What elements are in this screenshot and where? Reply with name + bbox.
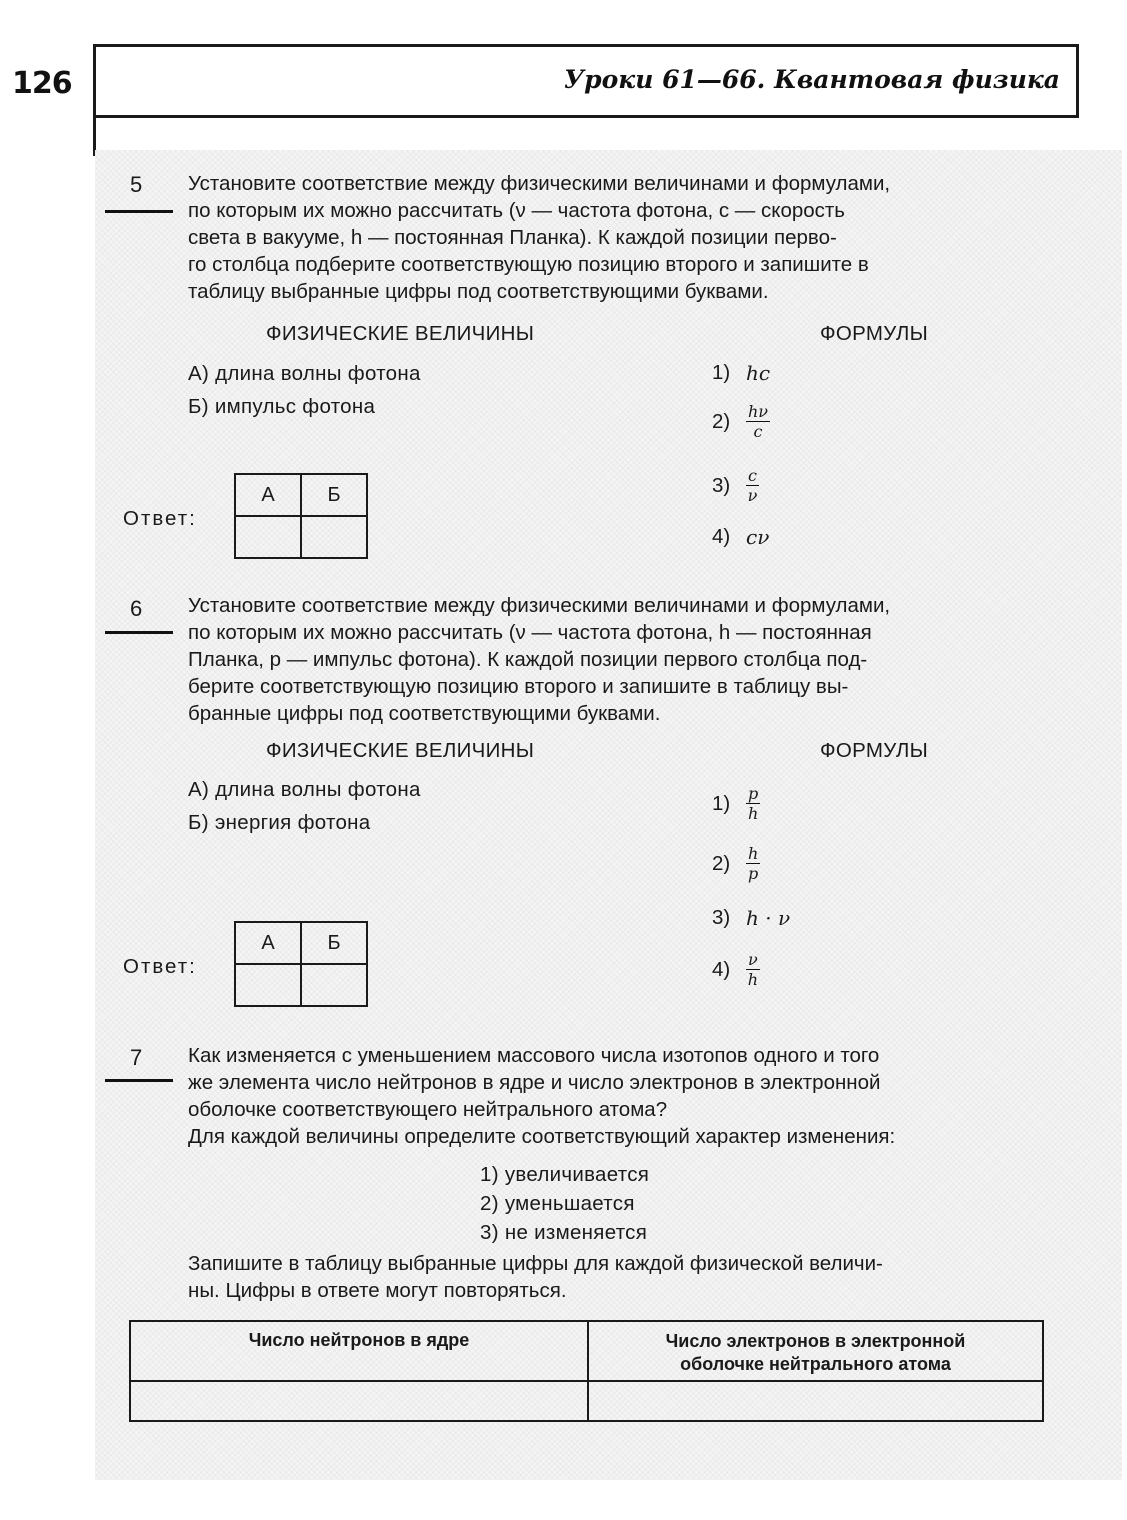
- task6-question: [188, 592, 1058, 727]
- fraction-numerator: hν: [748, 402, 769, 421]
- header-line: Число электронов в электронной: [665, 1331, 966, 1351]
- answer-col-header: Б: [301, 922, 367, 964]
- task7-instructions: [188, 1250, 1058, 1304]
- task6-formula-4: [712, 951, 760, 988]
- task7-col-header-electrons: [588, 1321, 1043, 1381]
- task5-col-right-heading: ФОРМУЛЫ: [820, 322, 929, 345]
- task6-answer-table: [234, 921, 368, 1007]
- task5-line: по которым их можно рассчитать (ν — частота фотона, c — скорость: [188, 199, 845, 222]
- task7-line: оболочке соответствующего нейтрального атома?: [188, 1098, 668, 1121]
- task5-line: света в вакууме, h — постоянная Планка). К каждой позиции перво-: [188, 226, 837, 249]
- fraction-denominator: ν: [747, 486, 758, 505]
- task5-answer-table: [234, 473, 368, 559]
- task5-line: го столбца подберите соответствующую позицию второго и запишите в: [188, 253, 869, 276]
- task5-answer-cell-b[interactable]: [301, 516, 367, 558]
- task6-line: берите соответствующую позицию второго и запишите в таблицу вы-: [188, 675, 849, 698]
- formula-fraction: [746, 467, 759, 504]
- task6-answer-label: Ответ:: [123, 955, 197, 978]
- task7-question: [188, 1042, 1058, 1150]
- task6-formula-1: [712, 785, 760, 822]
- task5-item-b: Б) импульс фотона: [188, 395, 376, 418]
- task7-answer-cell-electrons[interactable]: [588, 1381, 1043, 1421]
- task7-col-header-neutrons: Число нейтронов в ядре: [130, 1321, 588, 1381]
- task6-marker: [105, 631, 173, 634]
- task7-option-1: 1) увеличивается: [480, 1163, 650, 1186]
- task6-number: 6: [130, 596, 143, 621]
- task6-item-b: Б) энергия фотона: [188, 811, 371, 834]
- task6-line: по которым их можно рассчитать (ν — частота фотона, h — постоянная: [188, 621, 872, 644]
- task5-line: таблицу выбранные цифры под соответствующими буквами.: [188, 280, 769, 303]
- task6-line: бранные цифры под соответствующими буквами.: [188, 702, 661, 725]
- task6-line: Установите соответствие между физическими величинами и формулами,: [188, 594, 891, 617]
- formula-number: 2): [712, 409, 731, 433]
- task5-number: 5: [130, 172, 143, 197]
- formula-number: 4): [712, 957, 731, 981]
- task5-line: Установите соответствие между физическими величинами и формулами,: [188, 172, 891, 195]
- task6-answer-cell-b[interactable]: [301, 964, 367, 1006]
- formula-number: 3): [712, 473, 731, 497]
- formula-expression: hc: [746, 361, 771, 385]
- page-number: 126: [12, 66, 72, 101]
- formula-number: 1): [712, 361, 731, 384]
- fraction-numerator: p: [748, 784, 759, 803]
- formula-fraction: [746, 845, 760, 882]
- task7-footer-line: Запишите в таблицу выбранные цифры для каждой физической величи-: [188, 1252, 883, 1275]
- task5-answer-label: Ответ:: [123, 507, 197, 530]
- task5-question: [188, 170, 1058, 305]
- formula-fraction: [746, 785, 760, 822]
- formula-fraction: [746, 403, 770, 440]
- task5-formula-2: [712, 403, 770, 440]
- task5-marker: [105, 210, 173, 213]
- task7-answer-table: [129, 1320, 1044, 1422]
- task6-formula-2: [712, 845, 760, 882]
- task5-formula-3: [712, 467, 759, 504]
- task5-answer-cell-a[interactable]: [235, 516, 301, 558]
- task7-line: Для каждой величины определите соответствующий характер изменения:: [188, 1125, 896, 1148]
- task6-col-right-heading: ФОРМУЛЫ: [820, 739, 929, 762]
- task5-item-a: А) длина волны фотона: [188, 362, 421, 385]
- task7-option-3: 3) не изменяется: [480, 1221, 648, 1244]
- fraction-numerator: ν: [748, 950, 758, 969]
- task7-line: Как изменяется с уменьшением массового числа изотопов одного и того: [188, 1044, 880, 1067]
- task5-formula-4: [712, 525, 769, 549]
- fraction-denominator: p: [748, 864, 759, 883]
- answer-col-header: А: [235, 474, 301, 516]
- formula-number: 1): [712, 791, 731, 815]
- task7-footer-line: ны. Цифры в ответе могут повторяться.: [188, 1279, 567, 1302]
- task7-option-2: 2) уменьшается: [480, 1192, 635, 1215]
- answer-col-header: Б: [301, 474, 367, 516]
- formula-number: 3): [712, 906, 731, 929]
- fraction-denominator: h: [747, 804, 759, 823]
- task6-line: Планка, p — импульс фотона). К каждой позиции первого столбца под-: [188, 648, 868, 671]
- task5-col-left-heading: ФИЗИЧЕСКИЕ ВЕЛИЧИНЫ: [266, 322, 535, 345]
- task7-marker: [105, 1079, 173, 1082]
- formula-expression: cν: [746, 525, 770, 549]
- task6-item-a: А) длина волны фотона: [188, 778, 421, 801]
- fraction-denominator: h: [747, 970, 759, 989]
- task7-line: же элемента число нейтронов в ядре и число электронов в электронной: [188, 1071, 881, 1094]
- formula-number: 2): [712, 851, 731, 875]
- header-line: оболочке нейтрального атома: [680, 1354, 951, 1374]
- task5-formula-1: [712, 361, 770, 385]
- fraction-numerator: h: [748, 844, 759, 863]
- fraction-denominator: c: [753, 422, 763, 441]
- page-header-title: Уроки 61—66. Квантовая физика: [563, 65, 1060, 94]
- fraction-numerator: c: [748, 466, 757, 485]
- task6-col-left-heading: ФИЗИЧЕСКИЕ ВЕЛИЧИНЫ: [266, 739, 535, 762]
- task6-formula-3: [712, 906, 790, 930]
- task7-number: 7: [130, 1045, 143, 1070]
- formula-fraction: [746, 951, 760, 988]
- page-header: [93, 44, 1079, 118]
- answer-col-header: А: [235, 922, 301, 964]
- task6-answer-cell-a[interactable]: [235, 964, 301, 1006]
- formula-number: 4): [712, 525, 731, 548]
- task7-answer-cell-neutrons[interactable]: [130, 1381, 588, 1421]
- formula-expression: h · ν: [746, 906, 791, 930]
